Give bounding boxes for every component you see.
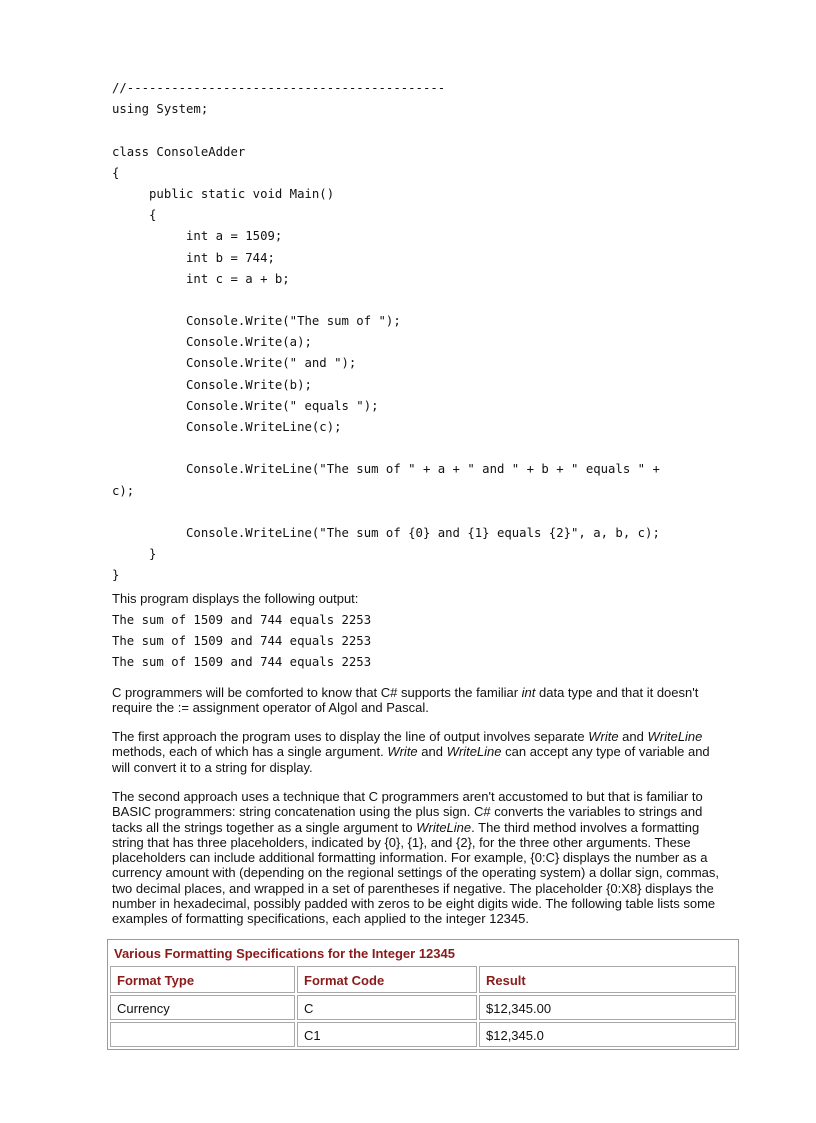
- code-line: [112, 290, 762, 311]
- code-line: public static void Main(): [112, 186, 335, 201]
- code-line: }: [112, 568, 120, 583]
- code-line: [112, 502, 762, 523]
- table-caption: Various Formatting Specifications for the Integer 12345: [114, 945, 455, 961]
- italic-term: WriteLine: [446, 744, 502, 760]
- code-line: int b = 744;: [112, 250, 275, 265]
- code-line: Console.Write(b);: [112, 377, 312, 392]
- code-line: [112, 438, 762, 459]
- table-row: [110, 995, 736, 1020]
- table-cell: $12,345.0: [479, 1022, 736, 1047]
- output-line: The sum of 1509 and 744 equals 2253: [112, 634, 372, 649]
- text-run: data type and that it doesn't require the := assignment operator of Algol and Pascal.: [112, 685, 699, 716]
- code-line: Console.Write(" equals ");: [112, 398, 379, 413]
- table-caption-row: [110, 942, 736, 964]
- paragraph-second-approach: [112, 789, 724, 927]
- text-run: The second approach uses a technique that C programmers aren't accustomed to but that is familiar to BASIC programmers: string concatenation using the plus sign. C# converts the variables to strings and tacks all the strings together as a single argument to: [112, 789, 703, 835]
- code-line: {: [112, 165, 120, 180]
- output-intro: This program displays the following output:: [112, 591, 359, 606]
- text-run: . The third method involves a formatting string that has three placeholders, indicated by {0}, {1}, and {2}, for the three other arguments. These placeholders can include additional formatting information. For example, {0:C} displays the number as a currency amount with (depending on the regional settings of the operating system) a dollar sign, commas, two decimal places, and wrapped in a set of parentheses if negative. The placeholder {0:X8} displays the number in hexadecimal, possibly padded with zeros to be eight digits wide. The following table lists some examples of formatting specifications, each applied to the integer 12345.: [112, 819, 719, 927]
- program-output: [112, 610, 371, 674]
- table-cell: C: [297, 995, 477, 1020]
- code-line: Console.WriteLine("The sum of {0} and {1} equals {2}", a, b, c);: [112, 525, 660, 540]
- text-run: C programmers will be comforted to know that C# supports the familiar: [112, 685, 522, 700]
- table-row: [110, 1022, 736, 1047]
- output-line: The sum of 1509 and 744 equals 2253: [112, 655, 372, 670]
- italic-term: Write: [588, 729, 619, 744]
- italic-term: int: [521, 685, 536, 700]
- formatting-table: [107, 939, 739, 1050]
- code-line: {: [112, 208, 157, 223]
- column-header: Result: [479, 966, 736, 993]
- table-cell: Currency: [110, 995, 295, 1020]
- text-run: can accept any type of variable and will convert it to a string for display.: [112, 744, 710, 775]
- code-line: Console.Write(" and ");: [112, 356, 357, 371]
- code-line: class ConsoleAdder: [112, 144, 246, 159]
- code-line: using System;: [112, 102, 209, 117]
- code-line: }: [112, 547, 157, 562]
- table-header-row: [110, 966, 736, 993]
- code-line: [112, 120, 762, 141]
- column-header: Format Code: [297, 966, 477, 993]
- text-run: methods, each of which has a single argument.: [112, 744, 388, 760]
- italic-term: WriteLine: [647, 729, 703, 744]
- text-run: and: [417, 744, 447, 760]
- text-run: The first approach the program uses to display the line of output involves separate: [112, 729, 589, 744]
- code-listing: [112, 78, 762, 587]
- italic-term: Write: [387, 744, 418, 760]
- paragraph-first-approach: [112, 729, 724, 775]
- code-line: //-------------------------------------------: [112, 81, 446, 95]
- code-line: Console.WriteLine(c);: [112, 420, 342, 434]
- code-line: Console.WriteLine("The sum of " + a + " and " + b + " equals " +: [112, 462, 660, 477]
- paragraph-int-type: [112, 685, 724, 716]
- column-header: Format Type: [110, 966, 295, 993]
- table-cell: $12,345.00: [479, 995, 736, 1020]
- code-line: Console.Write(a);: [112, 335, 312, 350]
- code-line: int c = a + b;: [112, 271, 290, 286]
- text-run: and: [618, 729, 648, 744]
- code-line: c);: [112, 483, 135, 498]
- output-line: The sum of 1509 and 744 equals 2253: [112, 613, 372, 627]
- table-cell: [110, 1022, 295, 1047]
- code-line: int a = 1509;: [112, 229, 283, 244]
- table-cell: C1: [297, 1022, 477, 1047]
- code-line: Console.Write("The sum of ");: [112, 314, 401, 329]
- italic-term: WriteLine: [416, 819, 472, 835]
